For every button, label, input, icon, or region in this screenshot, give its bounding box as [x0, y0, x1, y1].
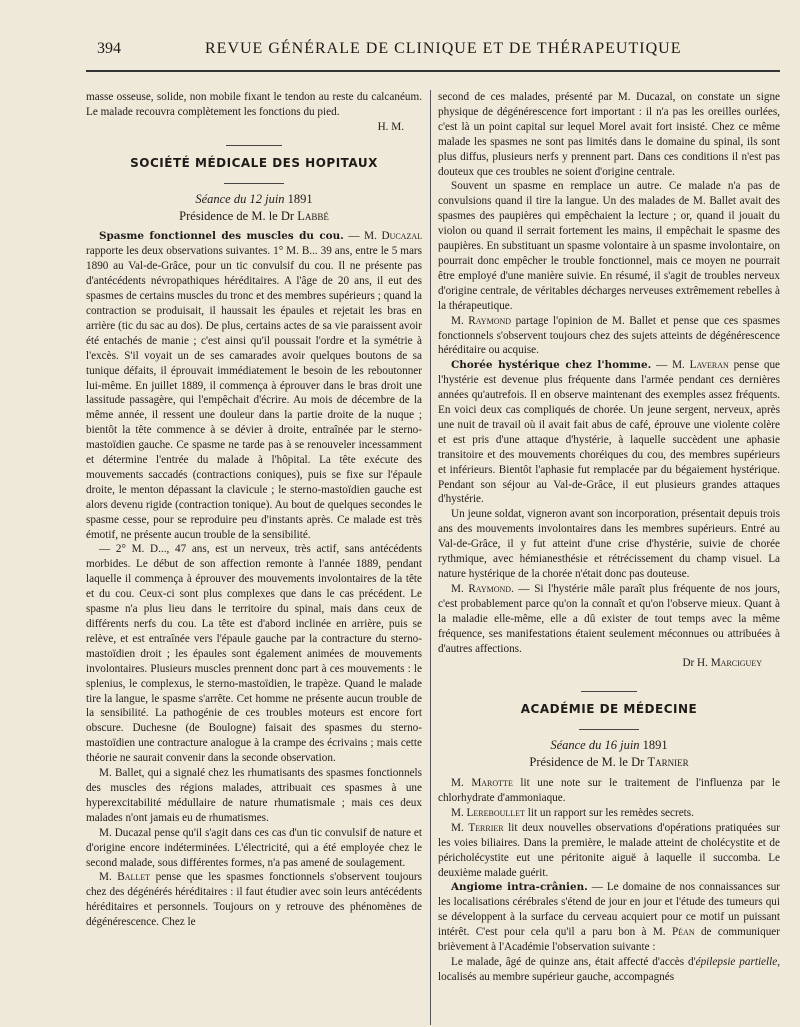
- paragraph: — 2° M. D..., 47 ans, est un nerveux, très actif, sans antécédents morbides. Le début de son affection remonte à l'année 1889, pendant laquelle il commença à éprouver des mouvements involontaires de la tête et du cou. Ceux-ci sont plus complexes que dans le cas précédent. Le spasme n'a plus lieu dans le territoire du spinal, mais dans ceux de différents nerfs du cou. La tête est d'abord inclinée en arrière, puis se relève, et est entraînée vers l'épaule gauche par la contracture du sterno-mastoïdien droit ; les épaules sont également animées de mouvements involontaires. Plusieurs muscles prennent donc part à ces mouvements : le splenius, le complexus, le sterno-mastoïdien, le trapèze. Quand le malade tire la langue, le spasme s'arrête. Cet homme ne présente aucun trouble de la sensibilité. La pathogénie de ces troubles moteurs est encore fort obscure. Duchesne (de Boulogne) faisait des spasmes du sterno-mastoïdien une contracture analogue à la crampe des écrivains ; mais cette théorie ne saurait convenir dans la seconde observation.: [86, 543, 422, 765]
- session-prefix: Séance du: [195, 191, 247, 206]
- paragraph: [438, 955, 780, 985]
- session-line: [438, 738, 780, 753]
- paragraph: [438, 358, 780, 507]
- person-name: Ducazal: [381, 230, 423, 243]
- paragraph-text: M. Raymond. — Si l'hystérie mâle paraît plus fréquente de nos jours, c'est probablement parce qu'on la connaît et qu'on l'observe mieux. Quant à la maladie elle-même, elle a dû exister de tout temps avec la même fréquence, ses manifestations étaient seulement méconnues ou attribuées à d'autres affections.: [438, 582, 780, 655]
- signature: H. M.: [377, 120, 404, 133]
- paragraph-text: M. Marotte lit une note sur le traitement de l'influenza par le chlorhydrate d'ammoniaque.: [438, 777, 781, 804]
- signature: [438, 656, 780, 671]
- paragraph: [438, 880, 780, 955]
- paragraph-text: M. Lereboullet lit un rapport sur les remèdes secrets.: [451, 806, 694, 819]
- emphasis: épilepsie partielle: [695, 955, 778, 968]
- paragraph: second de ces malades, présenté par M. Ducazal, on constate un signe physique de dégénérescence fort important : il n'a pas les oreilles ourlées, c'est là un point capital sur lequel Morel avait fort insisté. Chez ce même malade les spasmes ne sont pas limités dans le domaine du spinal, ils sont plus diffus, plusieurs nerfs y prennent part. Dans ces conditions il n'est pas douteux que ces troubles ne soient d'origine centrale.: [438, 91, 780, 178]
- paragraph-text: — Le domaine de nos connaissances sur les localisations cérébrales s'étend de jour en jour et l'étude des tumeurs qui se développent à la surface du cerveau acquiert pour ce motif un puissant intérêt. C'est pour cela qu'il a paru bon à M. Péan de communiquer brièvement à l'Académie l'observation suivante :: [438, 881, 781, 954]
- presidence-line: [86, 209, 422, 224]
- paragraph: masse osseuse, solide, non mobile fixant le tendon au reste du calcanéum. Le malade recouvra complètement les fonctions du pied.: [86, 91, 422, 118]
- paragraph: [438, 314, 780, 359]
- paragraph: Un jeune soldat, vigneron avant son incorporation, présentait depuis trois ans des mouvements involontaires dans les membres supérieurs. Entré au Val-de-Grâce, il y fut atteint d'une crise d'hystérie, suivie de chorée rythmique, avec hémianesthésie et rétrécissement du champ visuel. La nature hystérique de la chorée n'était donc pas douteuse.: [438, 508, 780, 580]
- presidence-prefix: Présidence de M. le Dr: [529, 755, 645, 770]
- right-column: [438, 90, 780, 985]
- paragraph: [438, 582, 780, 657]
- person-name: Raymond: [468, 314, 512, 327]
- session-year: 1891: [287, 191, 313, 206]
- person-name: Péan: [671, 926, 695, 939]
- lead-heading: Angiome intra-crânien.: [451, 881, 588, 894]
- person-name: Raymond: [468, 582, 512, 595]
- header-rule: [86, 70, 780, 72]
- paragraph-text: M. Raymond partage l'opinion de M. Ballet et pense que ces spasmes fonctionnels s'observent toujours chez des sujets atteints de dégénérescence héréditaire ou acquise.: [438, 314, 780, 357]
- paragraph-text: — M. Laveran pense que l'hystérie est devenue plus fréquente dans l'armée pendant ces dernières années qu'autrefois. Il en observe maintenant des exemples assez fréquents. En voici deux cas compliqués de chorée. Un jeune sergent, nerveux, après une nuit de travail où il avait fait abus de café, éprouve une violente colère et est pris d'une attaque d'hystérie, à laquelle succèdent une aphasie transitoire et des mouvements choréiques du cou, des membres supérieurs et inférieurs. Bientôt l'aphasie fut remplacée par du bégaiement hystérique. Pendant son séjour au Val-de-Grâce, il eut plusieurs grandes attaques d'hystérie.: [438, 359, 781, 506]
- column-divider: [430, 90, 431, 1025]
- paragraph: [86, 229, 422, 542]
- paragraph: [438, 806, 780, 821]
- presidence-line: [438, 755, 780, 770]
- paragraph-text-a: Le malade, âgé de quinze ans, était affecté d'accès d': [451, 955, 696, 968]
- lead-heading: Chorée hystérique chez l'homme.: [451, 359, 652, 372]
- page-number: 394: [97, 40, 121, 57]
- section-rule: [224, 183, 284, 184]
- person-name: Lereboullet: [466, 806, 525, 819]
- person-name: Laveran: [689, 359, 729, 372]
- running-title: REVUE GÉNÉRALE DE CLINIQUE ET DE THÉRAPEUTIQUE: [205, 40, 682, 57]
- section-rule: [581, 691, 637, 692]
- signature-prefix: Dr H.: [682, 657, 708, 670]
- session-line: [86, 192, 422, 207]
- presidence-name: Tarnier: [647, 755, 689, 770]
- presidence-name: Labbé: [297, 208, 329, 223]
- spacer: [438, 671, 780, 681]
- paragraph-text-b: , localisés au membre supérieur gauche, accompagnés: [438, 955, 781, 983]
- paragraph-text: M. Ballet pense que les spasmes fonctionnels s'observent toujours chez des dégénérés héréditaires : il faut étudier avec soin leurs antécédents héréditaires et personnels. Toujours on y retrouve des phénomènes de dégénérescence. Chez le: [86, 871, 422, 929]
- paragraph: M. Ballet, qui a signalé chez les rhumatisants des spasmes fonctionnels des muscles des régions malades, attribuait ces spasmes à une hyperexcitabilité médullaire de nature rhumatismale ; mais ces deux malades n'ont jamais eu de rhumatismes.: [86, 767, 422, 824]
- presidence-prefix: Présidence de M. le Dr: [179, 208, 295, 223]
- session-date: 16 juin: [604, 738, 640, 753]
- paragraph: [438, 821, 780, 881]
- paragraph-text: — M. Ducazal rapporte les deux observations suivantes. 1° M. B... 39 ans, entre le 5 mars 1890 au Val-de-Grâce, pour un tic convulsif du cou. Il ne présente pas d'antécédents névropathiques héréditaires. A l'âge de 20 ans, il eut des spasmes de certains muscles du tronc et des membres supérieurs ; quand la contraction se produisait, il haussait les épaules et rejetait les bras en arrière (tic du sac au dos). De plus, certains actes de sa vie paraissent avoir été entachés de manie ; c'est ainsi qu'il poussait l'ordre et la symétrie à l'excès. S'il voyait un de ses camarades avoir quelques boutons de sa tunique défaits, il éprouvait immédiatement le besoin de les reboutonner lui-même. En juillet 1889, il commença à éprouver dans le bras droit une lassitude passagère, qui l'empêchait d'écrire. Au mois de décembre de la même année, il ressent une douleur dans la partie droite de la nuque ; bientôt la tête commence à se dévier à droite, entraînée par le sterno-mastoïdien gauche. Ce spasme ne tarde pas à se renouveler incessamment et détermine l'entrée du malade à l'hôpital. La tête exécute des mouvements saccadés (contractions coniques), puis se fixe sur l'épaule droite, le menton dépassant la clavicule ; le sterno-mastoïdien gauche est alors devenu rigide (contraction tonique). Au bout de quelques secondes le spasme cesse, pour se reproduire peu d'instants après. Ce malade est très émotif, ne présente aucun trouble de la sensibilité.: [86, 230, 423, 541]
- person-name: Marotte: [471, 777, 513, 790]
- paragraph: Souvent un spasme en remplace un autre. Ce malade n'a pas de convulsions quand il tire la langue. Un des malades de M. Ballet avait des spasmes des paupières qui empêchaient la lecture ; or, quand il jouait du violon ou quand il serrait fortement les mains, il empêchait le spasme des paupières. En substituant un spasme volontaire à un spasme involontaire, on pourrait donc empêcher le trouble fonctionnel, mais ce moyen ne pourrait être employé d'une manière suivie. En résumé, il s'agit de troubles nerveux d'origine centrale, de véritables décharges nerveuses extrêmement rebelles à la thérapeutique.: [438, 180, 780, 312]
- section-rule: [579, 729, 639, 730]
- paragraph: [438, 776, 780, 806]
- section-title: ACADÉMIE DE MÉDECINE: [520, 702, 698, 717]
- person-name: Terrier: [468, 821, 504, 834]
- section-title: SOCIÉTÉ MÉDICALE DES HOPITAUX: [130, 155, 378, 170]
- lead-heading: Spasme fonctionnel des muscles du cou.: [99, 230, 344, 243]
- section-rule: [226, 145, 282, 146]
- session-year: 1891: [642, 738, 668, 753]
- session-prefix: Séance du: [550, 738, 602, 753]
- signature-name: Marciguey: [710, 657, 762, 670]
- left-column: [86, 90, 422, 930]
- paragraph: [86, 870, 422, 930]
- session-date: 12 juin: [249, 191, 285, 206]
- paragraph-text: M. Terrier lit deux nouvelles observations d'opérations pratiquées sur les voies biliaires. Dans la première, le malade atteint de cholécystite et de péricholécystite eut une péritonite aiguë à laquelle il succomba. Le deuxième malade guérit.: [438, 821, 780, 879]
- paragraph: M. Ducazal pense qu'il s'agit dans ces cas d'un tic convulsif de nature et d'origine encore indéterminées. L'électricité, qui a été employée chez le second malade, sous différentes formes, n'a pas amené de soulagement.: [86, 826, 422, 869]
- person-name: Ballet: [117, 871, 151, 884]
